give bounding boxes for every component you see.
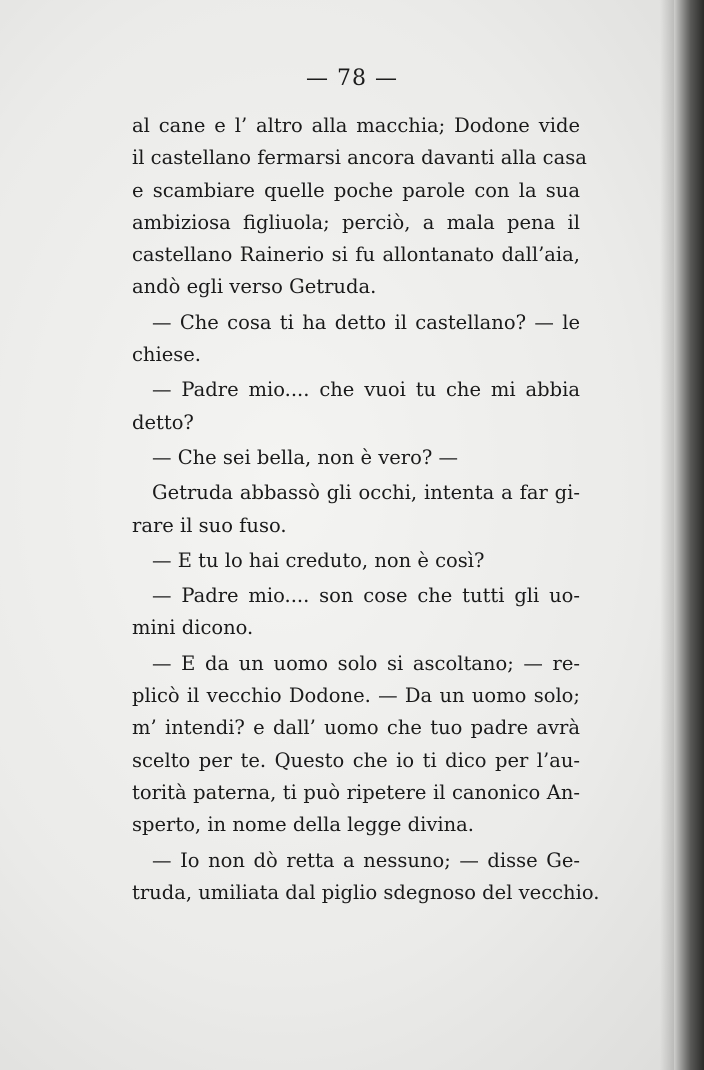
paragraph [132, 648, 580, 842]
text-line: ambiziosa figliuola; perciò, a mala pena il [132, 210, 580, 234]
text-line: torità paterna, ti può ripetere il canonico An- [132, 780, 580, 804]
text-line: — Che sei bella, non è vero? — [152, 445, 458, 469]
text-line: il castellano fermarsi ancora davanti alla casa [132, 146, 587, 170]
text-line: mini dicono. [132, 616, 254, 640]
text-line: m’ intendi? e dall’ uomo che tuo padre avrà [132, 716, 580, 740]
text-line: plicò il vecchio Dodone. — Da un uomo solo; [132, 684, 580, 708]
text-line: scelto per te. Questo che io ti dico per l’au- [132, 748, 580, 772]
text-line: — Padre mio.... che vuoi tu che mi abbia [152, 378, 580, 402]
paragraph [132, 477, 580, 542]
paragraph [132, 307, 580, 372]
text-line: al cane e l’ altro alla macchia; Dodone vide [132, 114, 580, 137]
text-line: truda, umiliata dal piglio sdegnoso del vecchio. [132, 880, 600, 904]
text-line: — Padre mio.... son cose che tutti gli uo- [152, 584, 580, 608]
text-line: Getruda abbassò gli occhi, intenta a far gi- [152, 481, 580, 505]
text-line: — E da un uomo solo si ascoltano; — re- [152, 651, 580, 675]
page-number: — 78 — [306, 66, 398, 91]
text-line: e scambiare quelle poche parole con la sua [132, 178, 580, 202]
paragraph [132, 442, 580, 474]
paragraph [132, 545, 580, 577]
text-line: sperto, in nome della legge divina. [132, 813, 475, 837]
text-line: castellano Rainerio si fu allontanato dall’aia, [132, 243, 580, 267]
text-line: detto? [132, 410, 194, 434]
paragraph [132, 845, 600, 910]
text-line: — E tu lo hai creduto, non è così? [152, 548, 485, 572]
text-line: — Io non dò retta a nessuno; — disse Ge- [152, 848, 580, 872]
page-edge-shadow [660, 0, 674, 1070]
body-text [132, 110, 600, 909]
text-line: rare il suo fuso. [132, 513, 287, 537]
paragraph [132, 374, 580, 439]
text-line: — Che cosa ti ha detto il castellano? — le [152, 310, 580, 334]
text-line: andò egli verso Getruda. [132, 275, 377, 299]
book-spine-edge [674, 0, 704, 1070]
paragraph [132, 110, 587, 304]
text-line: chiese. [132, 343, 202, 367]
paragraph [132, 580, 580, 645]
